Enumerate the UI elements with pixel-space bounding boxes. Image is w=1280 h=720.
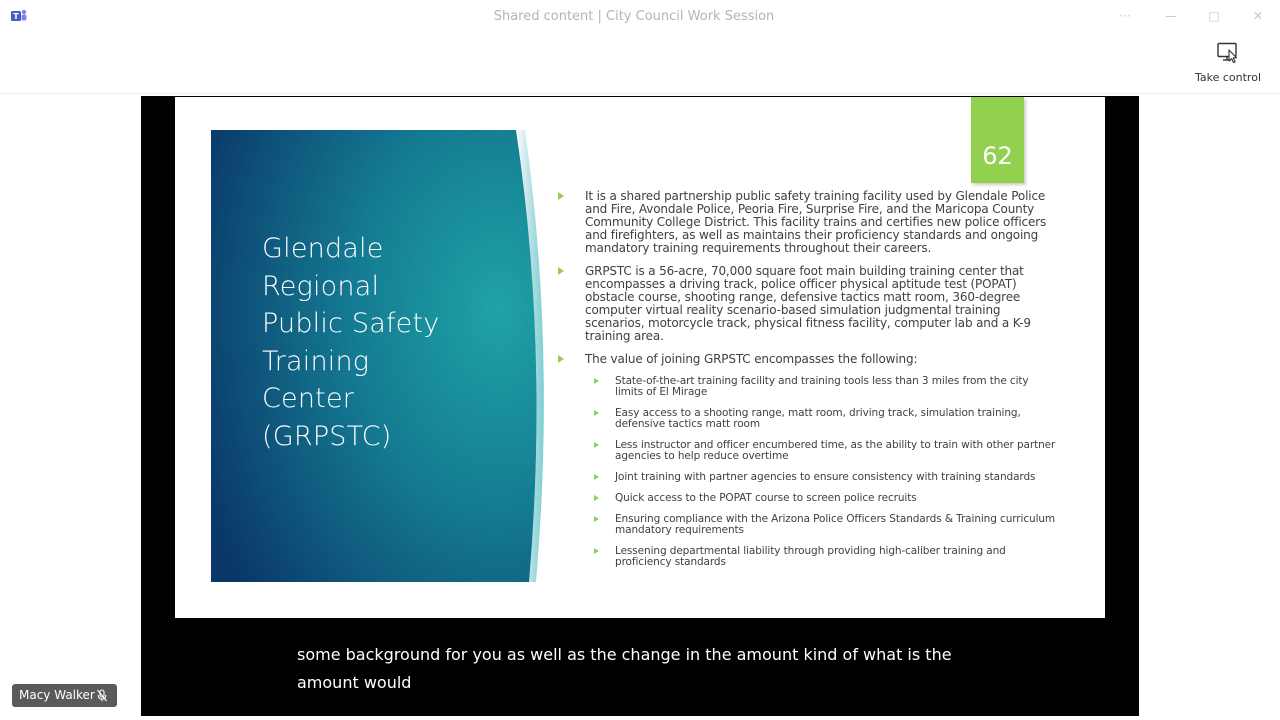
slide-number-badge [971, 97, 1024, 183]
presentation-slide [175, 97, 1105, 618]
svg-text:T: T [13, 12, 19, 21]
minimize-button[interactable]: — [1165, 9, 1177, 23]
sub-bullet-text: Lessening departmental liability through providing high-caliber training and proficiency standards [615, 545, 1006, 568]
bullet-arrow-icon [558, 267, 564, 275]
screen-cursor-icon [1216, 42, 1240, 64]
sub-bullet-item [558, 408, 1058, 430]
sub-bullet-arrow-icon [594, 378, 599, 384]
sub-bullet-text: Less instructor and officer encumbered time, as the ability to train with other partner agencies to help reduce overtime [615, 439, 1056, 462]
slide-title-line: Regional [262, 270, 380, 302]
sub-bullet-text: State-of-the-art training facility and training tools less than 3 miles from the city limits of El Mirage [615, 375, 1029, 398]
slide-title-line: Public Safety [262, 308, 440, 339]
sub-bullet-arrow-icon [594, 442, 599, 448]
sub-bullet-arrow-icon [594, 548, 599, 554]
sub-bullet-text: Joint training with partner agencies to ensure consistency with training standards [615, 471, 1036, 483]
bullet-item [558, 265, 1058, 343]
sub-bullet-item [558, 440, 1058, 462]
window-title: Shared content | City Council Work Session [493, 9, 775, 24]
sub-bullet-item [558, 493, 1058, 504]
slide-bullet-list [558, 190, 1058, 578]
take-control-button[interactable] [1190, 42, 1266, 86]
bullet-text: GRPSTC is a 56-acre, 70,000 square foot main building training center that encompasses a driving track, police officer physical aptitude test (POPAT) obstacle course, shooting range, defensive tactics matt room, 360-degree computer virtual reality scenario-based simulation judgmental training scenarios, motorcycle track, physical fitness facility, computer lab and a K-9 training area. [585, 264, 1031, 343]
bullet-item [558, 353, 1058, 366]
sub-bullet-arrow-icon [594, 516, 599, 522]
close-button[interactable]: ✕ [1252, 9, 1264, 23]
bullet-arrow-icon [558, 355, 564, 363]
sub-bullet-list [558, 376, 1058, 568]
bullet-text: The value of joining GRPSTC encompasses the following: [585, 352, 918, 366]
participant-name: Macy Walker [19, 688, 95, 702]
live-caption [297, 641, 1017, 697]
bullet-arrow-icon [558, 192, 564, 200]
bullet-item [558, 190, 1058, 255]
title-bar [0, 0, 1280, 32]
maximize-button[interactable]: □ [1208, 9, 1220, 23]
shared-content-stage [141, 96, 1139, 716]
sub-bullet-item [558, 546, 1058, 568]
sub-bullet-item [558, 472, 1058, 483]
sub-bullet-item [558, 514, 1058, 536]
meeting-toolbar [0, 32, 1280, 94]
sub-bullet-arrow-icon [594, 495, 599, 501]
mic-muted-icon [96, 689, 108, 707]
caption-line: amount would [297, 673, 412, 692]
slide-title-line: Training [262, 345, 370, 377]
sub-bullet-item [558, 376, 1058, 398]
caption-line: some background for you as well as the change in the amount kind of what is the [297, 645, 952, 664]
slide-title [262, 230, 532, 455]
sub-bullet-text: Ensuring compliance with the Arizona Police Officers Standards & Training curriculum mandatory requirements [615, 513, 1056, 536]
more-options-button[interactable]: ··· [1119, 9, 1131, 23]
slide-title-line: Center [262, 383, 355, 414]
participant-name-tag[interactable] [12, 684, 117, 707]
slide-title-line: Glendale [262, 233, 384, 264]
sub-bullet-text: Easy access to a shooting range, matt room, driving track, simulation training, defensive tactics matt room [615, 407, 1021, 430]
slide-number: 62 [982, 142, 1013, 170]
slide-title-line: (GRPSTC) [262, 420, 392, 452]
slide-title-panel [211, 130, 548, 582]
sub-bullet-arrow-icon [594, 410, 599, 416]
sub-bullet-text: Quick access to the POPAT course to screen police recruits [615, 492, 917, 504]
bullet-text: It is a shared partnership public safety training facility used by Glendale Police and Fire, Avondale Police, Peoria Fire, Surprise Fire, and the Maricopa County Community College District. This facility trains and certifies new police officers and firefighters, as well as maintains their proficiency standards and ongoing mandatory training requirements throughout their careers. [585, 189, 1047, 255]
take-control-label: Take control [1194, 71, 1261, 84]
sub-bullet-arrow-icon [594, 474, 599, 480]
